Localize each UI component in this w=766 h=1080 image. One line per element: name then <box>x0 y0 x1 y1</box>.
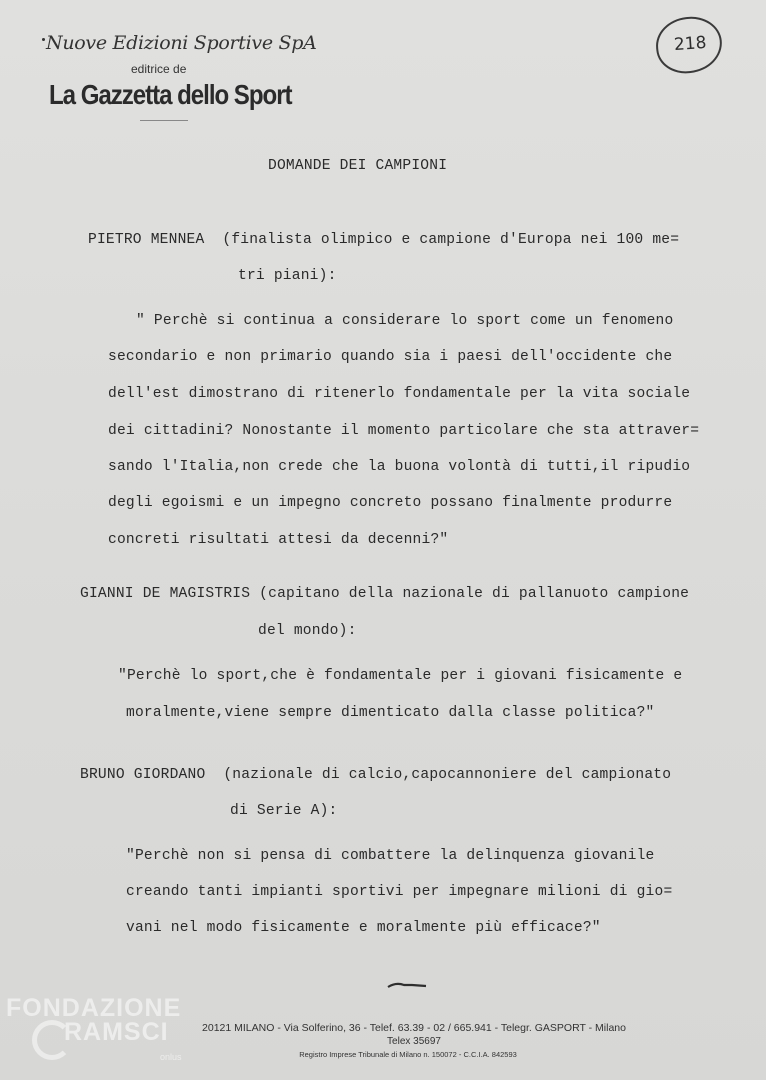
giordano-question-line-3: vani nel modo fisicamente e moralmente più efficace?" <box>126 920 601 936</box>
mennea-question-line-4: dei cittadini? Nonostante il momento particolare che sta attraver= <box>108 423 700 439</box>
footer-telex: Telex 35697 <box>387 1036 441 1047</box>
giordano-question-line-1: "Perchè non si pensa di combattere la delinquenza giovanile <box>126 848 655 864</box>
mennea-header-line-2: tri piani): <box>238 268 337 284</box>
footer-registry: Registro Imprese Tribunale di Milano n. 150072 - C.C.I.A. 842593 <box>299 1050 517 1059</box>
letterhead-dot <box>42 38 45 41</box>
letterhead-divider <box>140 120 188 121</box>
watermark-line-2: RAMSCI <box>64 1018 169 1046</box>
letterhead-editrice: editrice de <box>131 62 187 76</box>
giordano-question-line-2: creando tanti impianti sportivi per impegnare milioni di gio= <box>126 884 673 900</box>
demagistris-header-line-1: GIANNI DE MAGISTRIS (capitano della nazionale di pallanuoto campione <box>80 586 690 602</box>
demagistris-question-line-1: "Perchè lo sport,che è fondamentale per i giovani fisicamente e <box>118 668 683 684</box>
mennea-question-line-2: secondario e non primario quando sia i paesi dell'occidente che <box>108 349 673 365</box>
giordano-header-line-2: di Serie A): <box>230 803 338 819</box>
letterhead-newspaper: La Gazzetta dello Sport <box>49 79 292 110</box>
footer-address: 20121 MILANO - Via Solferino, 36 - Telef. 63.39 - 02 / 665.941 - Telegr. GASPORT - Milano <box>202 1022 626 1034</box>
mennea-question-line-5: sando l'Italia,non crede che la buona volontà di tutti,il ripudio <box>108 459 691 475</box>
giordano-header-line-1: BRUNO GIORDANO (nazionale di calcio,capocannoniere del campionato <box>80 767 672 783</box>
end-ornament <box>386 978 428 992</box>
mennea-header-line-1: PIETRO MENNEA (finalista olimpico e campione d'Europa nei 100 me= <box>88 232 680 248</box>
mennea-question-line-7: concreti risultati attesi da decenni?" <box>108 532 449 548</box>
demagistris-question-line-2: moralmente,viene sempre dimenticato dalla classe politica?" <box>126 705 655 721</box>
mennea-question-line-3: dell'est dimostrano di ritenerlo fondamentale per la vita sociale <box>108 386 691 402</box>
letterhead-company: Nuove Edizioni Sportive SpA <box>46 32 317 54</box>
demagistris-header-line-2: del mondo): <box>258 623 357 639</box>
watermark-line-1: FONDAZIONE <box>6 994 182 1022</box>
mennea-question-line-6: degli egoismi e un impegno concreto possano finalmente produrre <box>108 495 673 511</box>
mennea-question-line-1: " Perchè si continua a considerare lo sport come un fenomeno <box>136 313 674 329</box>
watermark-line-3: onlus <box>160 1052 182 1062</box>
archive-stamp-number: 218 <box>673 32 708 56</box>
document-title: DOMANDE DEI CAMPIONI <box>268 158 448 174</box>
